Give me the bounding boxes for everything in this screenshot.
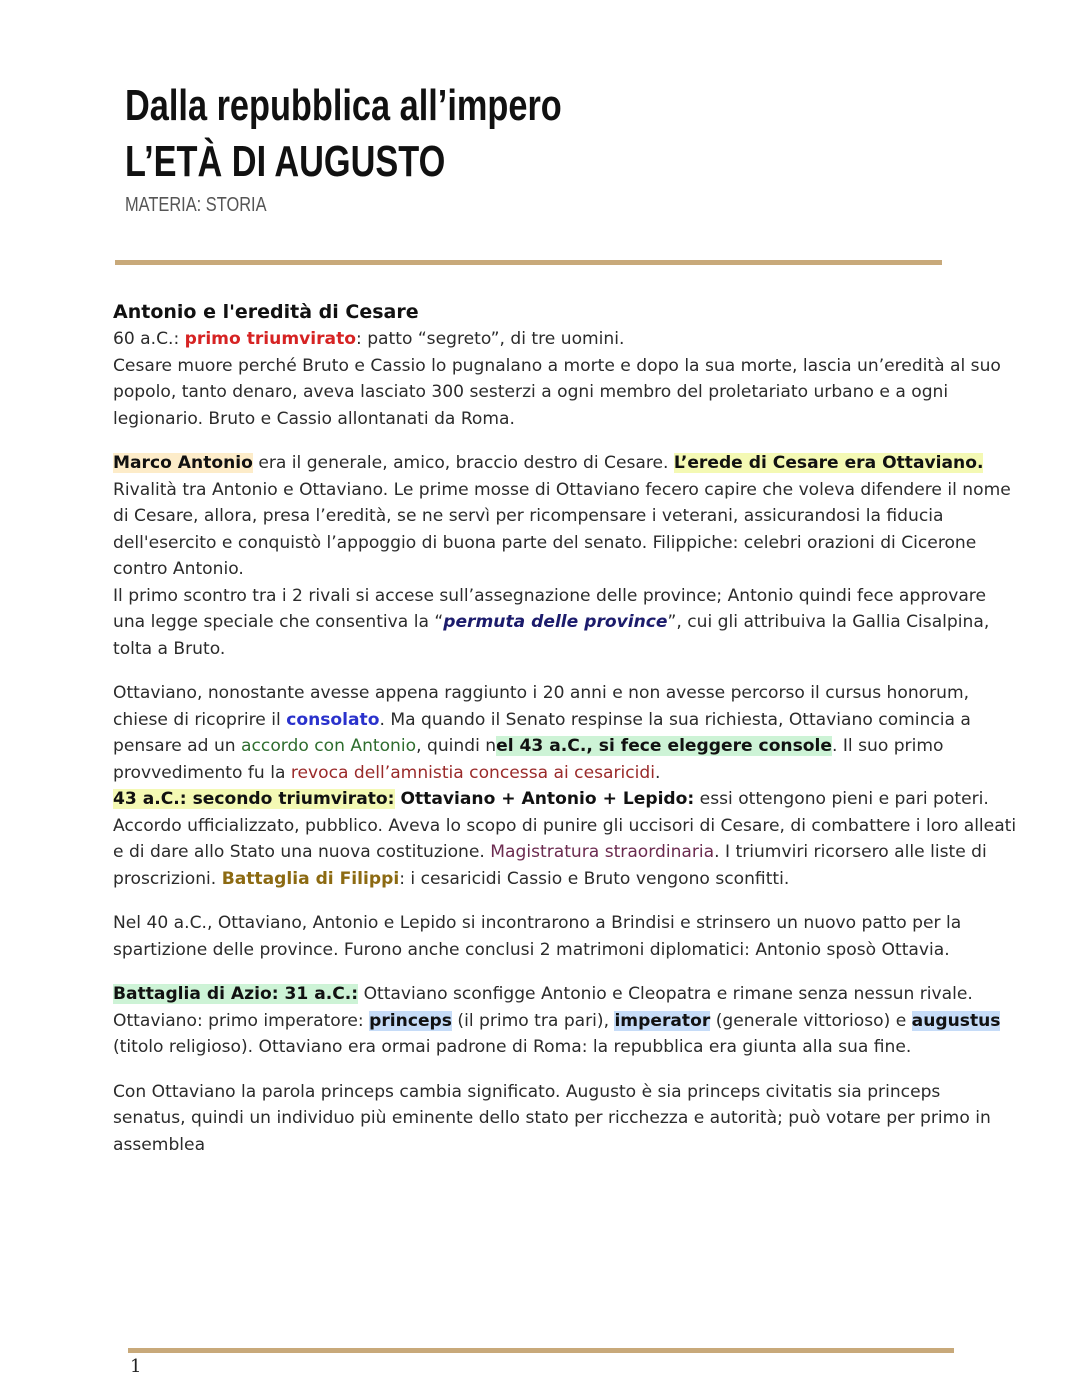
paragraph-6 (113, 1079, 1018, 1159)
p5-princeps: princeps (369, 1010, 452, 1031)
page-number: 1 (130, 1356, 142, 1377)
p2-text-d: Rivalità tra Antonio e Ottaviano. Le prime mosse di Ottaviano fecero capire che voleva difendere il nome di Cesare, allora, presa l’eredità, se ne servì per ricompensare i veterani, assicurandosi la fiducia dell'esercito e conquistò l’appoggio di buona parte del senato. Filippiche: celebri orazioni di Cicerone contro Antonio. (113, 479, 1011, 579)
p3-text-l: essi ottengono pieni e pari poteri. Accordo ufficializzato, pubblico. Aveva lo scopo di punire gli uccisori di Cesare, di combattere i loro alleati e di dare allo Stato una nuova costituzione. (113, 789, 1017, 862)
p3-console-43: el 43 a.C., si fece eleggere console (496, 736, 832, 756)
p2-marco-antonio: Marco Antonio (113, 453, 253, 473)
p5-text-b: Ottaviano sconfigge Antonio e Cleopatra e rimane senza nessun rivale. Ottaviano: primo imperatore: (113, 984, 973, 1031)
p5-imperator: imperator (614, 1010, 711, 1031)
p3-battaglia-di-filippi: Battaglia di Filippi (221, 868, 400, 889)
paragraph-2 (113, 450, 1018, 662)
p2-permuta-delle-province: permuta delle province (443, 612, 668, 632)
p3-text-c: . Ma quando il Senato respinse la sua richiesta, Ottaviano comincia a pensare ad un (113, 709, 971, 756)
paragraph-4 (113, 910, 1018, 963)
p4-text-a: Nel 40 a.C., Ottaviano, Antonio e Lepido si incontrarono a Brindisi e strinsero un nuovo patto per la spartizione delle province. Furono anche conclusi 2 matrimoni diplomatici: Antonio sposò Ottavia. (113, 913, 962, 960)
footer-divider (128, 1348, 954, 1353)
paragraph-5 (113, 981, 1018, 1061)
p3-accordo-con-antonio: accordo con Antonio (241, 736, 417, 756)
header-divider (115, 260, 942, 265)
p3-text-g: . Il suo primo provvedimento fu la (113, 736, 944, 783)
p1-primo-triumvirato: primo triumvirato (184, 329, 357, 349)
document-body (113, 298, 1018, 1176)
p3-text-a: Ottaviano, nonostante avesse appena raggiunto i 20 anni e non avesse percorso il cursus honorum, chiese di ricoprire il (113, 683, 970, 730)
p3-magistratura-straordinaria: Magistratura straordinaria (490, 842, 715, 862)
p1-text-d: Cesare muore perché Bruto e Cassio lo pugnalano a morte e dopo la sua morte, lascia un’eredità al suo popolo, tanto denaro, aveva lasciato 300 sesterzi a ogni membro del proletariato urbano e a ogni legionario. Bruto e Cassio allontanati da Roma. (113, 355, 1001, 429)
document-title-line1: Dalla repubblica all’impero (125, 81, 562, 130)
section-heading: Antonio e l'eredità di Cesare (113, 301, 419, 323)
document-title-line2: L’ETÀ DI AUGUSTO (125, 137, 446, 186)
p5-text-h: (titolo religioso). Ottaviano era ormai padrone di Roma: la repubblica era giunta alla sua fine. (113, 1037, 912, 1057)
p1-text-a: 60 a.C.: (113, 329, 185, 349)
p1-text-c: : patto “segreto”, di tre uomini. (356, 329, 625, 349)
p3-text-p: : i cesaricidi Cassio e Bruto vengono sconfitti. (399, 868, 790, 889)
p3-consolato: consolato (286, 709, 380, 730)
p5-text-f: (generale vittorioso) e (710, 1010, 912, 1031)
paragraph-1 (113, 326, 1018, 432)
p3-triumviri: Ottaviano + Antonio + Lepido: (394, 789, 695, 809)
p3-text-i: . (655, 762, 661, 783)
p3-secondo-triumvirato: 43 a.C.: secondo triumvirato: (113, 789, 395, 809)
p2-erede-di-cesare: L’erede di Cesare era Ottaviano. (673, 453, 984, 473)
p3-text-e: , quindi n (416, 736, 497, 756)
p5-augustus: augustus (911, 1010, 1001, 1031)
paragraph-3 (113, 680, 1018, 892)
document-subject: MATERIA: STORIA (125, 194, 267, 216)
document-header (125, 78, 685, 217)
p3-revoca-amnistia: revoca dell’amnistia concessa ai cesaricidi (290, 762, 655, 783)
p5-battaglia-di-azio: Battaglia di Azio: 31 a.C.: (113, 984, 359, 1004)
p2-text-b: era il generale, amico, braccio destro di Cesare. (252, 453, 674, 473)
p3-text-n: . I triumviri ricorsero alle liste di proscrizioni. (113, 842, 987, 889)
p6-text-a: Con Ottaviano la parola princeps cambia significato. Augusto è sia princeps civitatis sia princeps senatus, quindi un individuo più eminente dello stato per ricchezza e autorità; può votare per primo in assemblea (113, 1081, 991, 1155)
p2-text-e: Il primo scontro tra i 2 rivali si accese sull’assegnazione delle province; Antonio quindi fece approvare una legge speciale che consentiva la “ (113, 585, 986, 632)
p5-text-d: (il primo tra pari), (451, 1010, 615, 1031)
p2-text-g: ”, cui gli attribuiva la Gallia Cisalpina, tolta a Bruto. (113, 612, 990, 659)
